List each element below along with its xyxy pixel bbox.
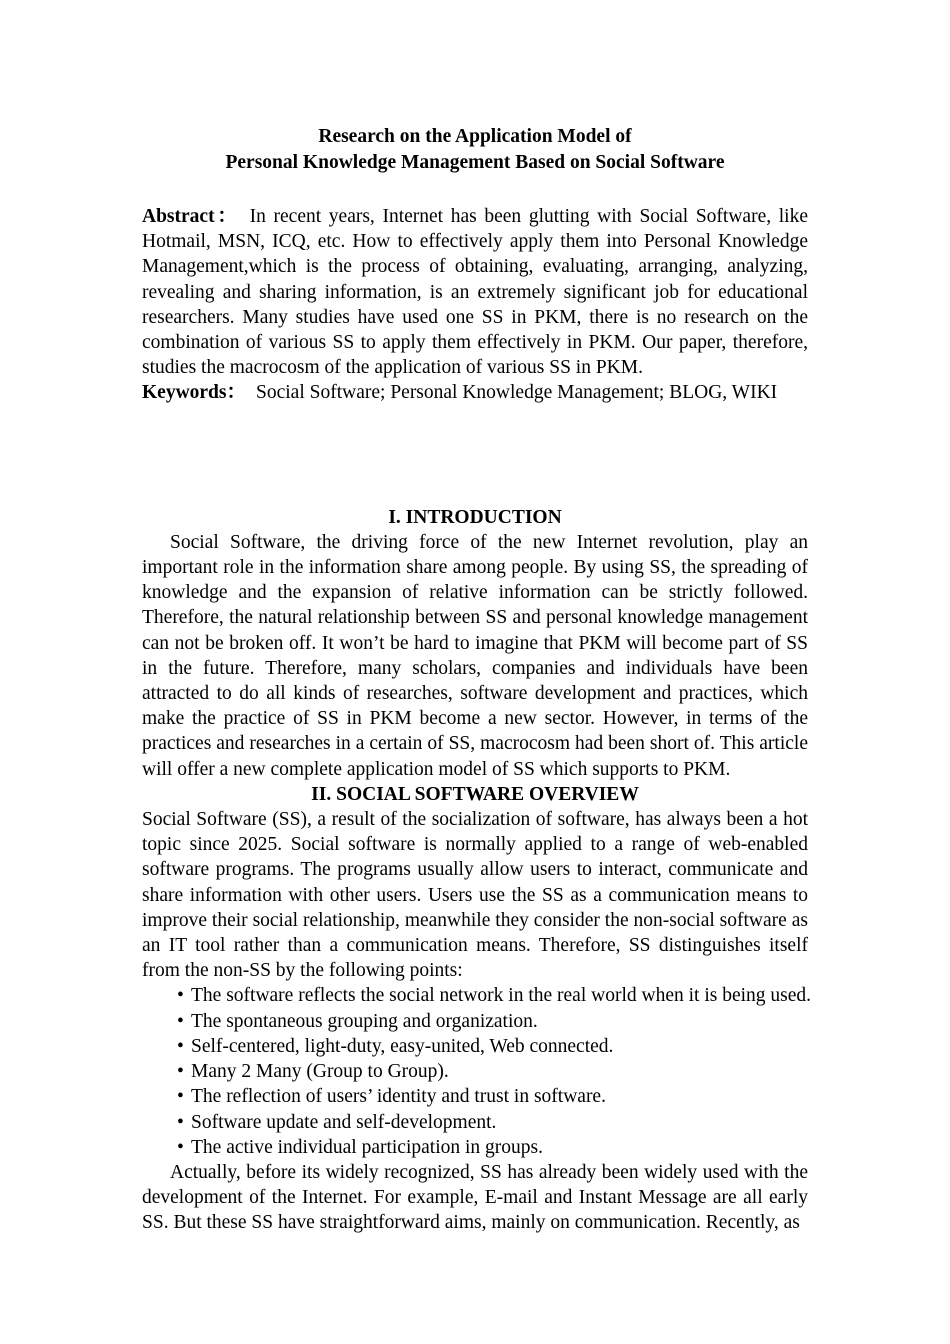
list-item-label: The software reflects the social network in the real world when it is being used. [191,985,812,1007]
section-heading-introduction: I. INTRODUCTION [388,506,562,528]
section-overview-paragraph-1: Social Software (SS), a result of the socialization of software, has always been a hot topic since 2025. Social software is normally applied to a range of web-enabled software programs. The programs usually allow users to interact, communicate and share information with other users. Users use the SS as a communication means to improve their social relationship, meanwhile they consider the non-social software as an IT tool rather than a communication means. Therefore, SS distinguishes itself from the non-SS by the following points: [142,809,808,982]
keywords-label: Keywords [142,382,227,404]
section-heading-social-software-overview: II. SOCIAL SOFTWARE OVERVIEW [311,783,639,805]
title-line-2: Personal Knowledge Management Based on Social Software [225,151,725,173]
list-item-label: Software update and self-development. [191,1111,497,1133]
bullet-icon: • [177,1136,184,1158]
abstract-text: In recent years, Internet has been glutting with Social Software, like Hotmail, MSN, ICQ, etc. How to effectively apply them into Personal Knowledge Management,which is the process of obtaining, evaluating, arranging, analyzing, revealing and sharing information, is an extremely significant job for educational researchers. Many studies have used one SS in PKM, there is no research on the combination of various SS to apply them effectively in PKM. Our paper, therefore, studies the macrocosm of the application of various SS in PKM. [142,206,808,379]
list-item [142,1135,808,1160]
keywords-line [142,380,808,405]
bullet-icon: • [177,1010,184,1032]
abstract-colon: ： [214,206,240,227]
list-item [142,1009,808,1034]
list-item-label: Self-centered, light-duty, easy-united, Web connected. [191,1035,614,1057]
list-item [142,1034,808,1059]
bullet-icon: • [177,1035,184,1057]
list-item-label: The reflection of users’ identity and trust in software. [191,1086,606,1108]
page-content-column [142,0,812,1236]
page-title [142,124,808,175]
bullet-icon: • [177,1061,184,1083]
abstract-block [142,204,808,380]
keywords-text: Social Software; Personal Knowledge Management; BLOG, WIKI [256,382,778,404]
list-item [142,1059,808,1084]
bullet-icon: • [177,1111,184,1133]
list-item [142,1110,808,1135]
list-item [142,1084,808,1109]
list-item [142,983,812,1008]
list-item-label: The spontaneous grouping and organization. [191,1010,538,1032]
section-introduction-paragraph-1: Social Software, the driving force of the new Internet revolution, play an important role in the information share among people. By using SS, the spreading of knowledge and the expansion of relative information can be strictly followed. Therefore, the natural relationship between SS and personal knowledge management can not be broken off. It won’t be hard to imagine that PKM will become part of SS in the future. Therefore, many scholars, companies and individuals have been attracted to do all kinds of researches, software development and practices, which make the practice of SS in PKM become a new sector. However, in terms of the practices and researches in a certain of SS, macrocosm had been short of. This article will offer a new complete application model of SS which supports to PKM. [142,531,808,780]
section-overview-closing-paragraph: Actually, before its widely recognized, SS has already been widely used with the development of the Internet. For example, E-mail and Instant Message are all early SS. But these SS have straightforward aims, mainly on communication. Recently, as [142,1161,808,1234]
social-software-characteristics-list [142,983,812,1159]
list-item-label: The active individual participation in groups. [191,1136,543,1158]
abstract-label: Abstract [142,206,215,227]
title-line-1: Research on the Application Model of [318,126,632,147]
bullet-icon: • [177,985,184,1007]
bullet-icon: • [177,1086,184,1108]
list-item-label: Many 2 Many (Group to Group). [191,1061,449,1083]
keywords-colon: ： [226,382,247,404]
